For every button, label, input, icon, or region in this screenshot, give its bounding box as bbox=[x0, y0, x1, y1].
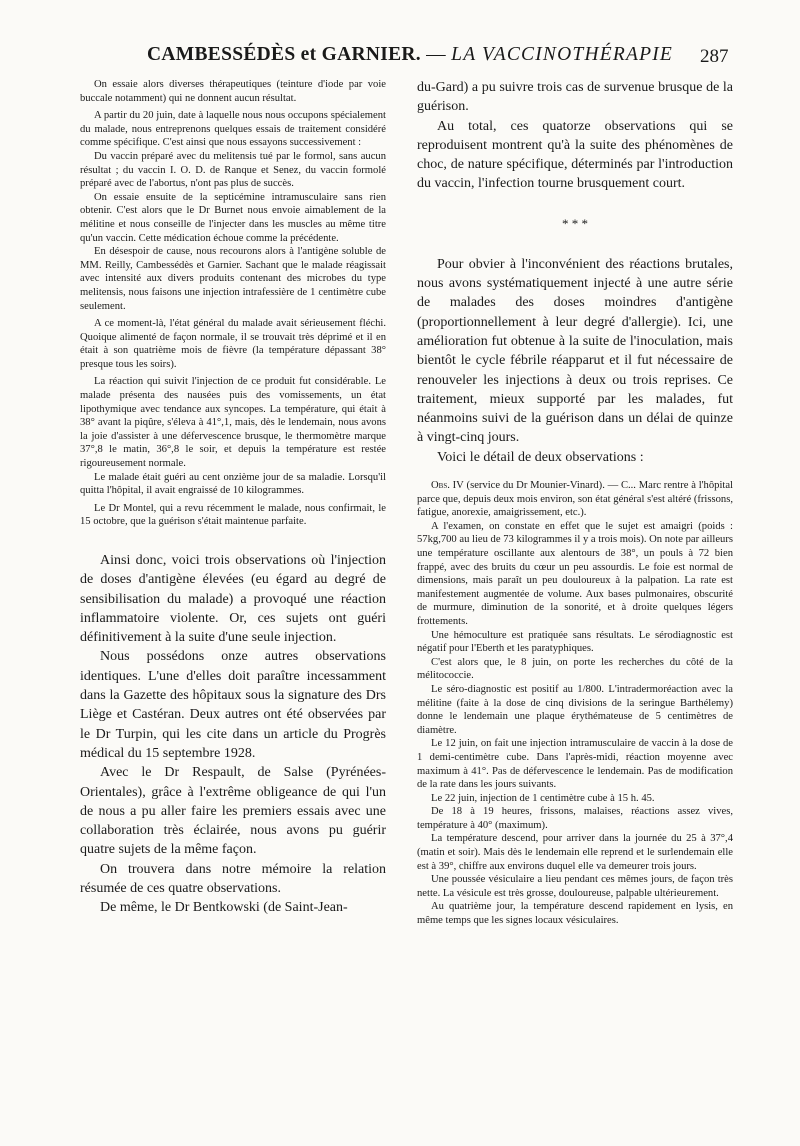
paragraph: Le malade était guéri au cent onzième jour de sa maladie. Lorsqu'il quitta l'hôpital, il avait engraissé de 10 kilogrammes. bbox=[80, 471, 386, 497]
section-gap bbox=[417, 467, 733, 479]
paragraph: Pour obvier à l'inconvénient des réactions brutales, nous avons systématiquement injecté à une autre série de malades des doses moindres d'antigène (proportionnellement à leur degré d'allergie). Ici, une amélioration fut obtenue à la suite de l'inoculation, mais bientôt le cycle fébrile réapparut et il fut nécessaire de renouveler les injections à deux ou trois reprises. Ce traitement, mieux supporté par les malades, fut néanmoins suivi de la guérison dans un délai de quinze à vingt-cinq jours. bbox=[417, 256, 733, 446]
paragraph: De même, le Dr Bentkowski (de Saint-Jean- bbox=[100, 900, 348, 916]
paragraph: Du vaccin préparé avec du melitensis tué par le formol, sans aucun résultat ; du vaccin I. O. D. de Ranque et Senez, du vaccin formolé préparé avec de l'abortus, n'ont pas plus de succès. bbox=[80, 150, 386, 190]
paragraph: Voici le détail de deux observations : bbox=[437, 449, 644, 465]
observation-label: Obs. IV bbox=[431, 480, 464, 492]
paragraph: De 18 à 19 heures, frissons, malaises, réactions assez vives, température à 40° (maximum). bbox=[417, 806, 733, 831]
left-small-text bbox=[80, 78, 386, 529]
paragraph: La réaction qui suivit l'injection de ce produit fut considérable. Le malade présenta des nausées puis des vomissements, un état lipothymique avec tendance aux syncopes. La température, qui était à 38° avant la piqûre, s'éleva à 41°,1, mais, dès le lendemain, nous avons la joie d'assister à une défervescence brusque, le thermomètre marque 37°,8 le matin, 36°,8 le soir, et depuis la température est restée rigoureusement normale. bbox=[80, 376, 386, 470]
paragraph: Le séro-diagnostic est positif au 1/800. L'intradermoréaction avec la mélitine (faite à la dose de cinq divisions de la seringue Barthélemy) donne le lendemain une plaque érythémateuse de 5 centimètres de diamètre. bbox=[417, 683, 733, 736]
right-small-text bbox=[417, 479, 733, 928]
asterism-mark: * * * bbox=[562, 215, 588, 231]
paragraph bbox=[417, 479, 733, 520]
paragraph: Au quatrième jour, la température descend rapidement en lysis, en même temps que les signes locaux vésiculaires. bbox=[417, 901, 733, 927]
paragraph: On trouvera dans notre mémoire la relation résumée de ces quatre observations. bbox=[80, 861, 386, 897]
paragraph: La température descend, pour arriver dans la journée du 25 à 37°,4 (matin et soir). Mais dès le lendemain elle reprend et le surlendemain elle est à 39°, chiffre aux environs duquel elle va demeurer trois jours. bbox=[417, 833, 733, 872]
right-column bbox=[417, 78, 733, 928]
paragraph: C'est alors que, le 8 juin, on porte les recherches du côté de la mélitococcie. bbox=[417, 656, 733, 682]
paragraph: Ainsi donc, voici trois observations où l'injection de doses d'antigène élevées (eu égard au degré de sensibilisation du malade) a provoqué une réaction inflammatoire violente. Or, ces sujets ont guéri définitivement à la suite d'une seule injection. bbox=[80, 553, 386, 646]
left-large-text bbox=[80, 551, 386, 918]
running-head-title bbox=[115, 44, 705, 66]
paragraph: Le 22 juin, injection de 1 centimètre cube à 15 h. 45. bbox=[431, 792, 655, 804]
paragraph: Le 12 juin, on fait une injection intramusculaire de vaccin à la dose de 1 demi-centimètre cube. Dans l'après-midi, réaction moyenne avec maximum à 41°. Pas de défervescence le lendemain. Pas de modification de la rate dans les jours suivants. bbox=[417, 738, 733, 791]
paragraph: En désespoir de cause, nous recourons alors à l'antigène soluble de MM. Reilly, Cambessédès et Garnier. Sachant que le malade réagissait avec intensité aux divers produits contenant des microbes du type melitensis, nous faisons une injection intrafessière de 1 centimètre cube seulement. bbox=[80, 246, 386, 312]
paragraph: A partir du 20 juin, date à laquelle nous nous occupons spécialement du malade, nous entreprenons quelques essais de traitement considéré comme spécifique. C'est ainsi que nous essayons successivement : bbox=[80, 110, 386, 149]
paragraph: du-Gard) a pu suivre trois cas de survenue brusque de la guérison. bbox=[417, 80, 733, 115]
running-header bbox=[0, 44, 800, 78]
left-column bbox=[80, 78, 386, 918]
paragraph: Avec le Dr Respault, de Salse (Pyrénées-Orientales), grâce à l'extrême obligeance de qui l'un de nous a pu aller faire les premiers essais avec une collaboration très éclairée, nous avons pu guérir quatre sujets de la même façon. bbox=[80, 765, 386, 858]
paragraph: On essaie ensuite de la septicémine intramusculaire sans rien obtenir. C'est alors que le Dr Burnet nous envoie aimablement de la mélitine et nous conseille de l'injecter dans les muscles au même titre qu'un vaccin. Cette médication échoue comme la précédente. bbox=[80, 191, 386, 244]
right-large-text-top bbox=[417, 78, 733, 194]
paragraph: Une poussée vésiculaire a lieu pendant ces mêmes jours, de façon très nette. La vésicule est très grosse, douloureuse, palpable ultérieurement. bbox=[417, 874, 733, 899]
observation-text: (service du Dr Mounier-Vinard). — C... Marc rentre à l'hôpital parce que, depuis deux mois environ, son état général s'est altéré (frissons, fatigue, anorexie, amaigrissement, etc.). bbox=[417, 480, 733, 519]
section-gap bbox=[80, 529, 386, 551]
paragraph: A ce moment-là, l'état général du malade avait sérieusement fléchi. Quoique alimenté de façon normale, il se trouvait très déprimé et il en était à son quatrième mois de fièvre (la température dépassant 38° presque tous les soirs). bbox=[80, 318, 386, 370]
paragraph: On essaie alors diverses thérapeutiques (teinture d'iode par voie buccale notamment) qui ne donnent aucun résultat. bbox=[80, 79, 386, 104]
header-authors: CAMBESSÉDÈS et GARNIER. bbox=[147, 44, 421, 65]
paragraph: Au total, ces quatorze observations qui se reproduisent montrent qu'à la suite des phénomènes de choc, de nature spécifique, déterminés par l'introduction du vaccin, l'infection tourne brusquement court. bbox=[417, 118, 733, 192]
paragraph: Nous possédons onze autres observations identiques. L'une d'elles doit paraître incessamment dans la Gazette des hôpitaux sous la signature des Drs Liège et Castéran. Deux autres ont été observées par le Dr Turpin, qui les cite dans un article du Progrès médical du 15 septembre 1928. bbox=[80, 649, 386, 761]
paragraph: Le Dr Montel, qui a revu récemment le malade, nous confirmait, le 15 octobre, que la guérison s'était maintenue parfaite. bbox=[80, 502, 386, 528]
page-number: 287 bbox=[700, 46, 729, 67]
section-asterism bbox=[417, 215, 733, 231]
right-large-text-mid bbox=[417, 255, 733, 467]
paragraph: A l'examen, on constate en effet que le sujet est amaigri (poids : 57kg,700 au lieu de 73 kilogrammes il y a trois mois). On note par ailleurs une température oscillante aux alentours de 38°, un pouls à 72 bien frappé, avec des bruits du cœur un peu assourdis. Le foie est normal de dimensions, mais paraît un peu douloureux à la palpation. La rate est manifestement augmentée de volume. Aux bases pulmonaires, obscurité de murmure, diminution de la sonorité, et à droite quelques légers frottements. bbox=[417, 520, 733, 627]
paragraph: Une hémoculture est pratiquée sans résultats. Le sérodiagnostic est négatif pour l'Eberth et les paratyphiques. bbox=[417, 629, 733, 655]
header-journal: LA VACCINOTHÉRAPIE bbox=[451, 44, 673, 65]
header-dash: — bbox=[426, 44, 446, 65]
